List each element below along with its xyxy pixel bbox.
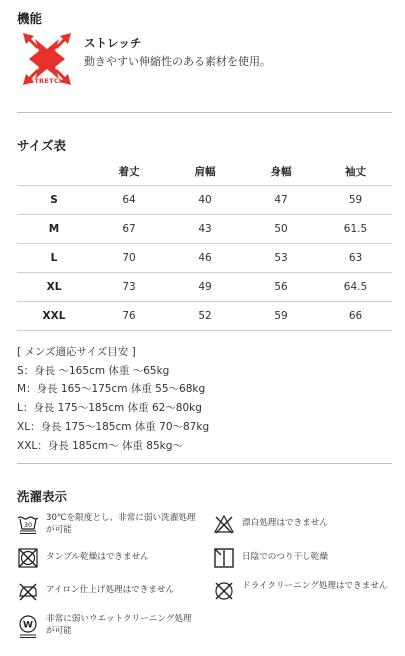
value-cell: 40: [167, 185, 243, 214]
value-cell: 64.5: [319, 272, 392, 301]
size-cell: M: [17, 214, 91, 243]
value-cell: 64: [91, 185, 167, 214]
size-guide-line: S：身長 〜165cm 体重 〜65kg: [17, 364, 170, 377]
value-cell: 76: [91, 301, 167, 330]
function-title: 機能: [17, 11, 43, 26]
header-cell: 身幅: [243, 158, 319, 185]
care-title: 洗濯表示: [17, 489, 68, 504]
value-cell: 59: [319, 185, 392, 214]
value-cell: 67: [91, 214, 167, 243]
value-cell: 47: [243, 185, 319, 214]
care-item: [213, 547, 393, 569]
size-guide-line: L：身長 175〜185cm 体重 62〜80kg: [17, 402, 202, 415]
svg-text:W: W: [23, 620, 33, 631]
size-table: [17, 158, 392, 331]
header-cell: 着丈: [91, 158, 167, 185]
care-text: ドライクリーニング処理はできません: [242, 581, 388, 591]
size-guide-line: XXL：身長 185cm〜 体重 85kg〜: [17, 439, 183, 452]
feature-name: ストレッチ: [84, 36, 142, 50]
size-table-header-row: [17, 158, 392, 185]
size-table-title: サイズ表: [17, 138, 67, 153]
value-cell: 56: [243, 272, 319, 301]
wet-clean-gentle-icon: [17, 614, 39, 640]
header-cell: [17, 158, 91, 185]
care-text: 30℃を限度とし、非常に弱い洗濯処理が可能: [46, 513, 196, 535]
care-item: [213, 580, 393, 602]
wash-temp-label: 30: [23, 521, 33, 529]
size-guide: [17, 343, 209, 455]
size-cell: L: [17, 243, 91, 272]
value-cell: 63: [319, 243, 392, 272]
value-cell: 46: [167, 243, 243, 272]
no-tumble-dry-icon: [17, 547, 39, 569]
size-cell: XXL: [17, 301, 91, 330]
value-cell: 73: [91, 272, 167, 301]
table-row: [17, 185, 392, 214]
size-cell: S: [17, 185, 91, 214]
divider: [17, 463, 392, 464]
care-text: 漂白処理はできません: [242, 518, 328, 528]
care-item: [17, 547, 197, 569]
value-cell: 66: [319, 301, 392, 330]
care-text: タンブル乾燥はできません: [46, 552, 149, 562]
table-row: [17, 301, 392, 330]
no-bleach-icon: [213, 513, 235, 535]
care-text: 非常に弱いウエットクリーニング処理が可能: [46, 614, 192, 636]
size-cell: XL: [17, 272, 91, 301]
care-item: [17, 580, 197, 602]
stretch-badge-label: STRETCH: [29, 77, 65, 85]
value-cell: 59: [243, 301, 319, 330]
care-item: [17, 513, 197, 536]
value-cell: 49: [167, 272, 243, 301]
line-dry-shade-icon: [213, 547, 235, 569]
care-item: [213, 513, 393, 535]
value-cell: 50: [243, 214, 319, 243]
care-item: [17, 614, 197, 640]
feature-description: 動きやすい伸縮性のある素材を使用。: [84, 55, 271, 68]
no-dry-clean-icon: [213, 580, 235, 602]
care-text: 日陰でのつり干し乾燥: [242, 552, 328, 562]
header-cell: 袖丈: [319, 158, 392, 185]
wash-30-gentle-icon: [17, 513, 39, 535]
size-guide-line: M：身長 165〜175cm 体重 55〜68kg: [17, 383, 206, 396]
table-row: [17, 214, 392, 243]
value-cell: 53: [243, 243, 319, 272]
value-cell: 70: [91, 243, 167, 272]
size-guide-line: XL：身長 175〜185cm 体重 70〜87kg: [17, 420, 210, 433]
value-cell: 61.5: [319, 214, 392, 243]
divider: [17, 112, 392, 113]
table-row: [17, 272, 392, 301]
size-guide-title: [ メンズ適応サイズ目安 ]: [17, 346, 136, 358]
header-cell: 肩幅: [167, 158, 243, 185]
value-cell: 43: [167, 214, 243, 243]
table-row: [17, 243, 392, 272]
value-cell: 52: [167, 301, 243, 330]
care-text: アイロン仕上げ処理はできません: [46, 585, 175, 595]
no-iron-icon: [17, 580, 39, 602]
